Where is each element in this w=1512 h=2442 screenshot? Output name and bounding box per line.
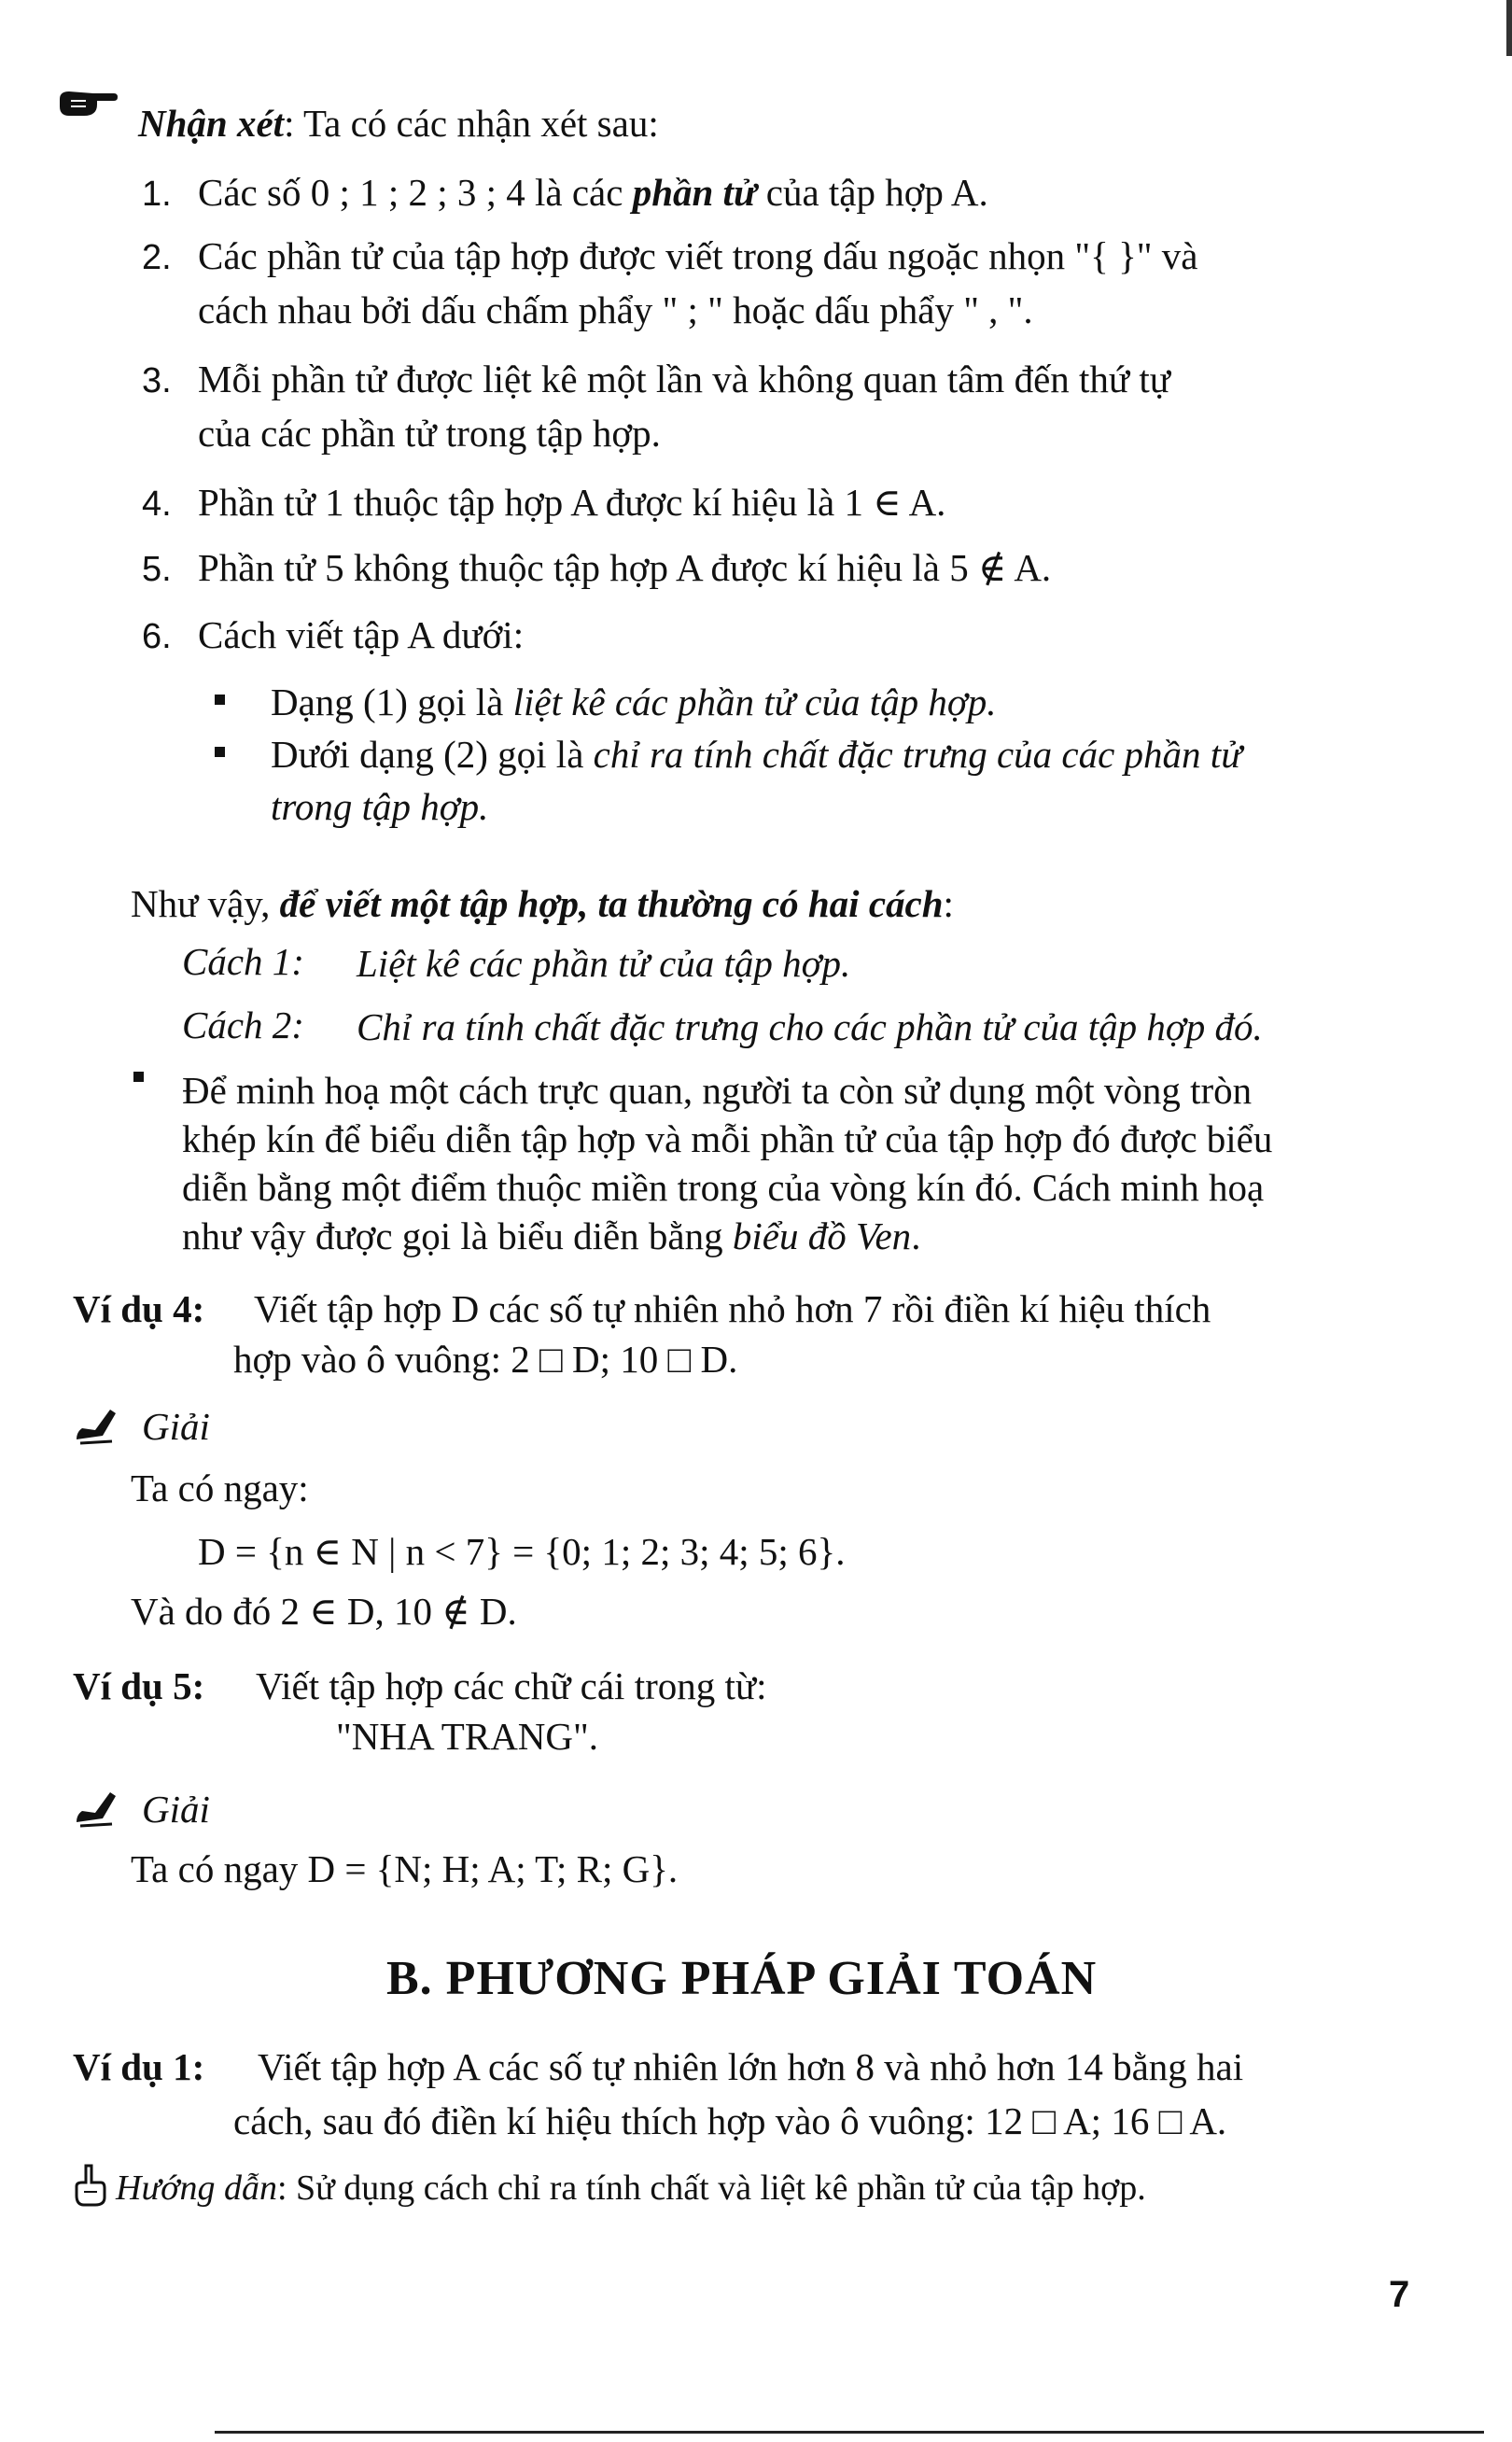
emphasis-text: biểu đồ Ven	[732, 1214, 912, 1257]
example-text: hợp vào ô vuông: 2 □ D; 10 □ D.	[233, 1338, 738, 1381]
list-item: 2. Các phần tử của tập hợp được viết trong dấu ngoặc nhọn "{ }" và	[142, 234, 1198, 277]
example-text: cách, sau đó điền kí hiệu thích hợp vào ô vuông: 12 □ A; 16 □ A.	[233, 2099, 1227, 2142]
section-title: B. PHƯƠNG PHÁP GIẢI TOÁN	[386, 1952, 1098, 2005]
writing-hand-icon	[75, 1790, 119, 1828]
page-edge-mark	[1506, 0, 1512, 56]
example-text: Viết tập hợp A các số tự nhiên lớn hơn 8 và nhỏ hơn 14 bằng hai	[258, 2045, 1244, 2088]
list-item: 3. Mỗi phần tử được liệt kê một lần và không quan tâm đến thứ tự	[142, 358, 1170, 400]
paragraph-line: như vậy được gọi là biểu diễn bằng biểu đồ Ven.	[182, 1214, 921, 1257]
hint-label: Hướng dẫn	[116, 2168, 277, 2208]
emphasis-text: để viết một tập hợp, ta thường có hai cách	[279, 882, 944, 925]
list-item-continuation: của các phần tử trong tập hợp.	[198, 412, 661, 455]
list-item: 5. Phần tử 5 không thuộc tập hợp A được kí hiệu là 5 ∉ A.	[142, 546, 1052, 589]
list-item: 1. Các số 0 ; 1 ; 2 ; 3 ; 4 là các phần tử của tập hợp A.	[142, 171, 988, 214]
example-text: Viết tập hợp các chữ cái trong từ:	[256, 1664, 767, 1707]
page-number: 7	[1389, 2274, 1410, 2315]
method-label: Cách 1:	[182, 940, 304, 983]
hint-line: Hướng dẫn: Sử dụng cách chỉ ra tính chất và liệt kê phần tử của tập hợp.	[116, 2168, 1146, 2208]
summary-line: Như vậy, để viết một tập hợp, ta thường có hai cách:	[131, 882, 954, 925]
method-text: Liệt kê các phần tử của tập hợp.	[357, 942, 851, 985]
remark-label: Nhận xét	[138, 102, 285, 145]
remark-heading	[138, 99, 659, 147]
bullet-icon	[133, 1072, 144, 1082]
bullet-icon	[215, 695, 225, 705]
list-item: Dạng (1) gọi là liệt kê các phần tử của tập hợp.	[271, 681, 997, 723]
writing-hand-icon	[75, 1408, 119, 1445]
list-item-continuation: trong tập hợp.	[271, 785, 489, 828]
example-label: Ví dụ 4:	[73, 1287, 205, 1330]
emphasis-text: phần tử	[632, 171, 757, 214]
example-text: "NHA TRANG".	[336, 1715, 599, 1758]
method-text: Chỉ ra tính chất đặc trưng cho các phần tử của tập hợp đó.	[357, 1005, 1263, 1048]
paragraph-line: khép kín để biểu diễn tập hợp và mỗi phần tử của tập hợp đó được biểu	[182, 1117, 1273, 1160]
list-item: Dưới dạng (2) gọi là chỉ ra tính chất đặc trưng của các phần tử	[271, 733, 1242, 776]
emphasis-text: chỉ ra tính chất đặc trưng của các phần tử	[593, 733, 1242, 776]
solution-text: Ta có ngay:	[131, 1467, 309, 1509]
method-label: Cách 2:	[182, 1003, 304, 1046]
solution-label: Giải	[142, 1788, 210, 1831]
pointing-hand-icon	[56, 86, 118, 123]
bottom-rule	[215, 2431, 1484, 2434]
solution-text: Ta có ngay D = {N; H; A; T; R; G}.	[131, 1847, 679, 1890]
list-item: 4. Phần tử 1 thuộc tập hợp A được kí hiệu là 1 ∈ A.	[142, 481, 946, 524]
example-label: Ví dụ 5:	[73, 1664, 205, 1707]
remark-rest: : Ta có các nhận xét sau:	[284, 102, 659, 145]
solution-label: Giải	[142, 1405, 210, 1448]
paragraph-line: diễn bằng một điểm thuộc miền trong của vòng kín đó. Cách minh hoạ	[182, 1166, 1265, 1209]
solution-formula: D = {n ∈ N | n < 7} = {0; 1; 2; 3; 4; 5; 6}.	[198, 1530, 846, 1573]
emphasis-text: liệt kê các phần tử của tập hợp.	[512, 681, 997, 723]
paragraph-line: Để minh hoạ một cách trực quan, người ta còn sử dụng một vòng tròn	[182, 1069, 1253, 1112]
list-item-continuation: cách nhau bởi dấu chấm phẩy " ; " hoặc dấu phẩy " , ".	[198, 288, 1033, 331]
example-label: Ví dụ 1:	[73, 2045, 205, 2088]
solution-text: Và do đó 2 ∈ D, 10 ∉ D.	[131, 1590, 517, 1633]
list-item: 6. Cách viết tập A dưới:	[142, 613, 525, 656]
bullet-icon	[215, 747, 225, 757]
hint-hand-icon	[73, 2164, 106, 2207]
example-text: Viết tập hợp D các số tự nhiên nhỏ hơn 7 rồi điền kí hiệu thích	[254, 1287, 1211, 1330]
